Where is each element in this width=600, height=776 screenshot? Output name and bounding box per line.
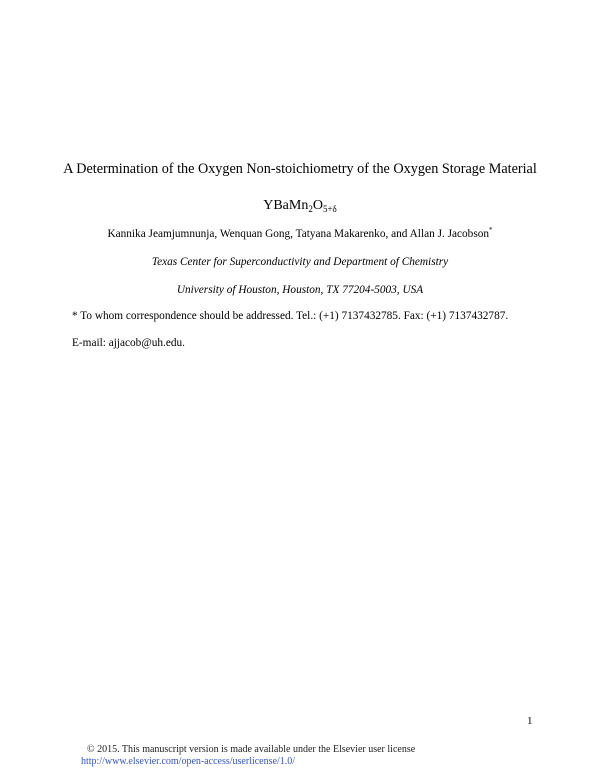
license-notice: © 2015. This manuscript version is made available under the Elsevier user license bbox=[87, 744, 416, 755]
formula-subscript-2: 2 bbox=[308, 204, 313, 214]
chemical-formula bbox=[0, 198, 600, 214]
author-list bbox=[0, 228, 600, 240]
corresponding-author-mark: * bbox=[489, 226, 493, 234]
author-names: Kannika Jeamjumnunja, Wenquan Gong, Tatyana Makarenko, and Allan J. Jacobson bbox=[107, 228, 490, 240]
paper-title: A Determination of the Oxygen Non-stoichiometry of the Oxygen Storage Material bbox=[63, 161, 537, 177]
correspondence-email: E-mail: ajjacob@uh.edu. bbox=[72, 337, 185, 349]
formula-part-ybamn: YBaMn bbox=[263, 198, 309, 213]
page-number: 1 bbox=[527, 715, 533, 727]
affiliation-line-1: Texas Center for Superconductivity and Department of Chemistry bbox=[151, 256, 449, 268]
correspondence-note: * To whom correspondence should be addressed. Tel.: (+1) 7137432785. Fax: (+1) 7137432787. bbox=[72, 310, 509, 322]
formula-part-o: O bbox=[312, 198, 323, 213]
formula-subscript-delta: 5+δ bbox=[322, 204, 337, 214]
affiliation-line-2: University of Houston, Houston, TX 77204-5003, USA bbox=[176, 284, 424, 296]
license-link[interactable]: http://www.elsevier.com/open-access/userlicense/1.0/ bbox=[81, 756, 296, 767]
